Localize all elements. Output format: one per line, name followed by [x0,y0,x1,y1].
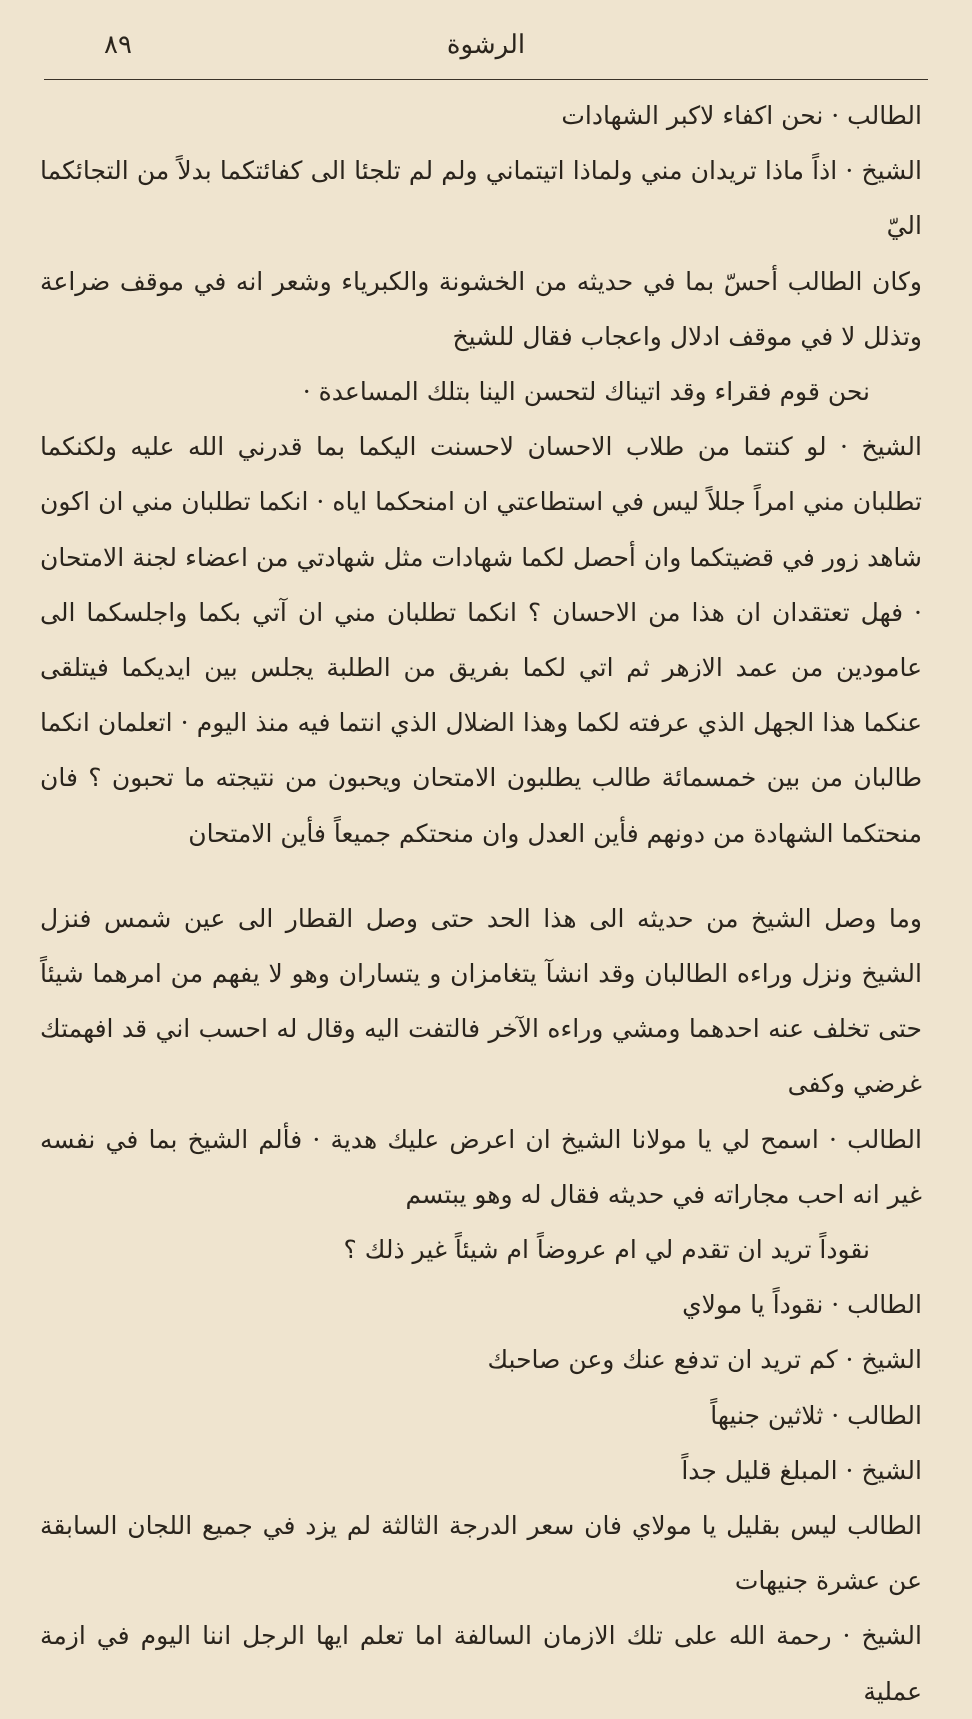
page-number: ٨٩ [104,30,132,60]
narrative-paragraph: وما وصل الشيخ من حديثه الى هذا الحد حتى وصل القطار الى عين شمس فنزل الشيخ ونزل وراءه الطالبان وقد انشآ يتغامزان و يتساران وهو لا يفهم من امرهما شيئاً حتى تخلف عنه احدهما ومشي وراءه الآخر فالتفت اليه وقال له احسب اني قد افهمتك غرضي وكفى [40,903,922,1099]
running-title: الرشوة [446,30,526,60]
dialogue-paragraph: الطالب · اسمح لي يا مولانا الشيخ ان اعرض عليك هدية · فألم الشيخ بما في نفسه غير انه احب مجاراته في حديثه فقال له وهو يبتسم [40,1124,922,1209]
dialogue-paragraph: الشيخ · رحمة الله على تلك الازمان السالفة اما تعلم ايها الرجل اننا اليوم في ازمة عملية [40,1621,922,1706]
dialogue-paragraph: نقوداً تريد ان تقدم لي ام عروضاً ام شيئاً غير ذلك ؟ [343,1235,870,1265]
dialogue-paragraph: نحن قوم فقراء وقد اتيناك لتحسن الينا بتلك المساعدة · [302,377,870,407]
dialogue-paragraph: الشيخ · المبلغ قليل جداً [681,1455,922,1485]
paragraph-gap [40,861,922,891]
dialogue-paragraph: الطالب · ثلاثين جنيهاً [710,1400,922,1430]
dialogue-paragraph: الطالب ليس بقليل يا مولاي فان سعر الدرجة الثالثة لم يزد في جميع اللجان السابقة عن عشرة جنيهات [40,1511,922,1596]
dialogue-paragraph: الطالب · نقوداً يا مولاي [682,1290,922,1320]
narrative-paragraph: وكان الطالب أحسّ بما في حديثه من الخشونة والكبرياء وشعر انه في موقف ضراعة وتذلل لا في موقف ادلال واعجاب فقال للشيخ [40,266,922,351]
dialogue-paragraph: الشيخ · اذاً ماذا تريدان مني ولماذا اتيتماني ولم لم تلجئا الى كفائتكما بدلاً من التجائكما اليّ [40,156,922,241]
dialogue-paragraph: الطالب · نحن اكفاء لاكبر الشهادات [561,101,922,130]
header-rule [44,79,928,80]
page-header [44,30,928,80]
dialogue-paragraph: الشيخ · كم تريد ان تدفع عنك وعن صاحبك [487,1345,922,1375]
page-body [40,88,922,1719]
dialogue-paragraph: الشيخ · لو كنتما من طلاب الاحسان لاحسنت اليكما بما قدرني الله عليه ولكنكما تطلبان مني امراً جللاً ليس في استطاعتي ان امنحكما اياه · انكما تطلبان مني ان اكون شاهد زور في قضيتكما وان أحصل لكما شهادات مثل شهادتي من اعضاء لجنة الامتحان · فهل تعتقدان ان هذا من الاحسان ؟ انكما تطلبان مني ان آتي بكما واجلسكما الى عامودين من عمد الازهر ثم اتي لكما بفريق من الطلبة يجلس بين ايديكما فيتلقى عنكما هذا الجهل الذي عرفته لكما وهذا الضلال الذي انتما فيه منذ اليوم · اتعلمان انكما طالبان من بين خمسمائة طالب يطلبون الامتحان ويحبون من نتيجته ما تحبون ؟ فان منحتكما الشهادة من دونهم فأين العدل وان منحتكم جميعاً فأين الامتحان [40,432,922,848]
